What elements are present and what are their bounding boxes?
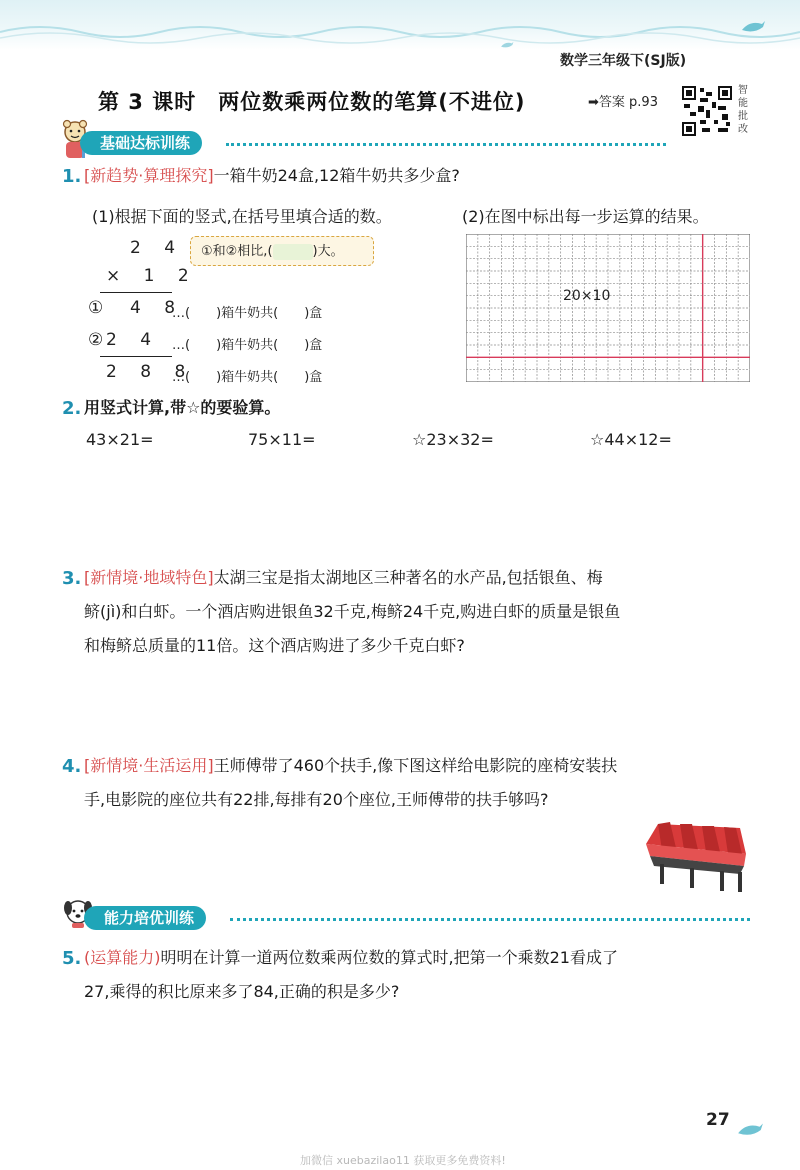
- question-4-line1: [84, 751, 617, 781]
- vertical-row-multiplier: × 1 2: [106, 266, 198, 286]
- qr-code-icon[interactable]: [682, 86, 732, 136]
- fill-blank-row-1[interactable]: …( )箱牛奶共( )盒: [172, 306, 323, 321]
- question-2-number: 2.: [62, 398, 82, 419]
- calc-item: 75×11=: [248, 430, 316, 449]
- fill-blank-row-2[interactable]: …( )箱牛奶共( )盒: [172, 338, 323, 353]
- section-divider: [230, 918, 750, 921]
- question-3-number: 3.: [62, 568, 82, 589]
- answer-reference-text: 答案 p.93: [598, 95, 658, 110]
- vertical-row-partial-1: 4 8: [130, 298, 185, 318]
- question-1-tag: [新趋势·算理探究]: [84, 166, 214, 185]
- question-5-line1: [84, 943, 618, 973]
- compare-hint-box[interactable]: [190, 236, 374, 266]
- question-1-body: 一箱牛奶24盒,12箱牛奶共多少盒?: [213, 166, 460, 185]
- dolphin-icon: [740, 18, 766, 36]
- arrow-right-icon: ➡: [588, 95, 599, 110]
- question-4-line2: 手,电影院的座位共有22排,每排有20个座位,王师傅带的扶手够吗?: [84, 790, 549, 809]
- question-1-sub1: (1)根据下面的竖式,在括号里填合适的数。: [92, 207, 392, 226]
- question-3-line2: 鲚(jì)和白虾。一个酒店购进银鱼32千克,梅鲚24千克,购进白虾的质量是银鱼: [84, 602, 621, 621]
- question-5-tag: (运算能力): [84, 948, 161, 967]
- question-3-line1: [84, 563, 603, 593]
- question-4-tag: [新情境·生活运用]: [84, 756, 214, 775]
- question-1-sub2: (2)在图中标出每一步运算的结果。: [462, 207, 709, 226]
- vertical-row-partial-2: 2 4: [106, 330, 161, 350]
- question-3-tag: [新情境·地域特色]: [84, 568, 214, 587]
- question-4-number: 4.: [62, 756, 82, 777]
- qr-side-text: 智能批改: [738, 85, 748, 135]
- vertical-row-multiplicand: 2 4: [130, 238, 185, 258]
- vertical-line-1: [100, 292, 172, 293]
- question-5-body: 明明在计算一道两位数乘两位数的算式时,把第一个乘数21看成了: [160, 948, 618, 967]
- section-advanced-title: 能力培优训练: [84, 906, 206, 930]
- vertical-row-product: 2 8 8: [106, 362, 195, 382]
- dot-grid-diagram[interactable]: [466, 234, 750, 382]
- question-5-line2: 27,乘得的积比原来多了84,正确的积是多少?: [84, 982, 400, 1001]
- vertical-mark-2: ②: [88, 330, 113, 350]
- question-1-number: 1.: [62, 166, 82, 187]
- question-3-body: 太湖三宝是指太湖地区三种著名的水产品,包括银鱼、梅: [213, 568, 603, 587]
- wave-decoration: [0, 14, 800, 44]
- question-5-number: 5.: [62, 948, 82, 969]
- question-4-body: 王师傅带了460个扶手,像下图这样给电影院的座椅安装扶: [213, 756, 618, 775]
- dolphin-icon: [736, 1120, 764, 1140]
- vertical-mark-1: ①: [88, 298, 113, 318]
- question-1-text: [84, 161, 460, 191]
- fill-blank-row-3[interactable]: …( )箱牛奶共( )盒: [172, 370, 323, 385]
- answer-reference: [588, 91, 658, 110]
- calc-item: 43×21=: [86, 430, 154, 449]
- question-3-line3: 和梅鲚总质量的11倍。这个酒店购进了多少千克白虾?: [84, 636, 465, 655]
- compare-prefix: ①和②相比,(: [201, 244, 273, 259]
- calc-item: ☆23×32=: [412, 430, 494, 449]
- dolphin-icon: [500, 40, 514, 50]
- question-2-text: 用竖式计算,带☆的要验算。: [84, 398, 281, 417]
- calc-item: ☆44×12=: [590, 430, 672, 449]
- grid-label: 20×10: [563, 288, 611, 304]
- page-number: 27: [706, 1110, 730, 1130]
- lesson-title: 第 3 课时 两位数乘两位数的笔算(不进位): [98, 90, 526, 114]
- compare-blank[interactable]: [273, 244, 313, 260]
- vertical-line-2: [100, 356, 172, 357]
- section-basic-title: 基础达标训练: [80, 131, 202, 155]
- section-divider: [226, 143, 666, 146]
- footer-watermark-note: 加微信 xuebazilao11 获取更多免费资料!: [300, 1154, 506, 1167]
- compare-suffix: )大。: [312, 244, 344, 259]
- edition-label: 数学三年级下(SJ版): [560, 53, 687, 69]
- cinema-seats-illustration: [640, 814, 752, 896]
